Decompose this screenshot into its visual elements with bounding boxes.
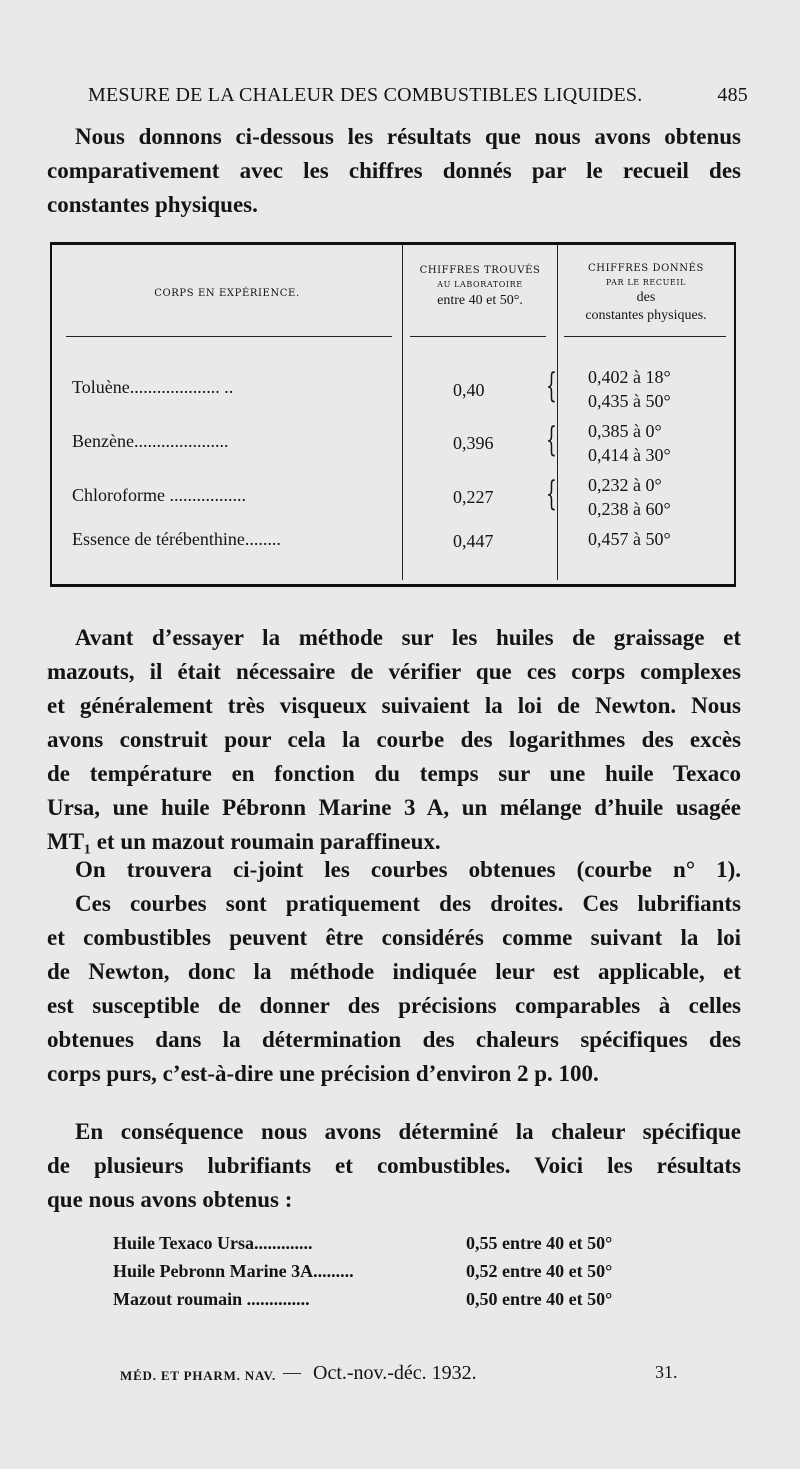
header-given-line3: des xyxy=(636,290,656,305)
lubricant-value: 0,55 entre 40 et 50° xyxy=(466,1233,613,1253)
body-line: obtenues dans la détermination des chaleurs spécifiques des xyxy=(47,1027,741,1052)
header-found-line1: CHIFFRES TROUVÉS xyxy=(419,265,541,276)
table-row-found: 0,227 xyxy=(453,487,494,507)
lubricant-value: 0,52 entre 40 et 50° xyxy=(466,1261,613,1281)
intro-line: constantes physiques. xyxy=(47,192,258,217)
header-rule xyxy=(66,336,392,337)
table-row-name: Chloroforme ................. xyxy=(72,485,246,505)
table-row-given: 0,402 à 18° xyxy=(588,367,671,387)
column-divider xyxy=(402,244,403,580)
body-line: mazouts, il était nécessaire de vérifier que ces corps complexes xyxy=(47,659,741,684)
body-paragraph-3 xyxy=(47,1115,741,1217)
header-given-line2: PAR LE RECUEIL xyxy=(605,278,687,287)
table-row-found: 0,447 xyxy=(453,531,494,551)
body-line: de Newton, donc la méthode indiquée leur est applicable, et xyxy=(47,959,741,984)
lubricant-value: 0,50 entre 40 et 50° xyxy=(466,1289,613,1309)
table-border-left xyxy=(50,242,52,587)
header-given-line1: CHIFFRES DONNÉS xyxy=(588,263,704,274)
table-row-given: 0,435 à 50° xyxy=(588,391,671,411)
page-number: 485 xyxy=(717,84,748,106)
intro-line: comparativement avec les chiffres donnés par le recueil des xyxy=(47,158,741,183)
footer-dash: — xyxy=(283,1362,301,1382)
footer-journal: MÉD. ET PHARM. NAV. xyxy=(120,1368,277,1383)
header-corps: CORPS EN EXPÉRIENCE. xyxy=(154,288,300,299)
header-found-line3: entre 40 et 50°. xyxy=(437,293,523,308)
body-line: Ces courbes sont pratiquement des droites. Ces lubrifiants xyxy=(75,891,741,916)
footer-signature: 31. xyxy=(655,1362,678,1382)
table-border-top xyxy=(50,242,736,245)
lubricant-name: Mazout roumain .............. xyxy=(113,1289,310,1309)
table-row-given: 0,385 à 0° xyxy=(588,421,662,441)
table-row-found: 0,396 xyxy=(453,433,494,453)
body-line: de plusieurs lubrifiants et combustibles. Voici les résultats xyxy=(47,1153,741,1178)
body-line: Ursa, une huile Pébronn Marine 3 A, un mélange d’huile usagée xyxy=(47,795,741,820)
body-line: avons construit pour cela la courbe des logarithmes des excès xyxy=(47,727,741,752)
body-line: En conséquence nous avons déterminé la chaleur spécifique xyxy=(75,1119,741,1144)
body-line: On trouvera ci-joint les courbes obtenues (courbe n° 1). xyxy=(75,857,741,882)
table-border-right xyxy=(734,242,736,587)
body-line: corps purs, c’est-à-dire une précision d’environ 2 p. 100. xyxy=(47,1061,599,1086)
table-row-name: Essence de térébenthine........ xyxy=(72,529,281,549)
body-paragraph-2 xyxy=(47,853,741,1091)
table-row-given: 0,232 à 0° xyxy=(588,475,662,495)
body-line: MT₁ et un mazout roumain paraffineux. xyxy=(47,829,441,854)
brace-glyph: { xyxy=(546,474,557,514)
header-rule xyxy=(410,336,546,337)
body-line: et combustibles peuvent être considérés comme suivant la loi xyxy=(47,925,741,950)
header-found xyxy=(404,264,556,310)
table-row-name: Toluène.................... .. xyxy=(72,377,234,397)
table-row-found: 0,40 xyxy=(453,380,485,400)
table-row-given: 0,238 à 60° xyxy=(588,499,671,519)
header-rule xyxy=(564,336,726,337)
body-line: de température en fonction du temps sur une huile Texaco xyxy=(47,761,741,786)
body-paragraph-1 xyxy=(47,621,741,859)
table-row-given: 0,414 à 30° xyxy=(588,445,671,465)
body-line: et généralement très visqueux suivaient la loi de Newton. Nous xyxy=(47,693,741,718)
body-line: est susceptible de donner des précisions comparables à celles xyxy=(47,993,741,1018)
intro-line: Nous donnons ci-dessous les résultats que nous avons obtenus xyxy=(75,124,741,149)
running-head xyxy=(88,84,748,107)
header-given-line4: constantes physiques. xyxy=(585,308,707,323)
table-row-given: 0,457 à 50° xyxy=(588,529,671,549)
lubricant-name: Huile Pebronn Marine 3A......... xyxy=(113,1261,354,1281)
running-title: MESURE DE LA CHALEUR DES COMBUSTIBLES LIQUIDES. xyxy=(88,84,643,106)
table-row-name: Benzène..................... xyxy=(72,431,229,451)
intro-paragraph xyxy=(47,120,741,222)
brace-glyph: { xyxy=(546,420,557,460)
header-given xyxy=(558,262,734,326)
body-line: que nous avons obtenus : xyxy=(47,1187,293,1212)
brace-glyph: { xyxy=(546,366,557,406)
table-border-bottom xyxy=(50,584,736,587)
header-found-line2: AU LABORATOIRE xyxy=(437,280,523,289)
lubricant-name: Huile Texaco Ursa............. xyxy=(113,1233,313,1253)
body-line: Avant d’essayer la méthode sur les huiles de graissage et xyxy=(75,625,741,650)
footer-date: Oct.-nov.-déc. 1932. xyxy=(313,1362,477,1384)
